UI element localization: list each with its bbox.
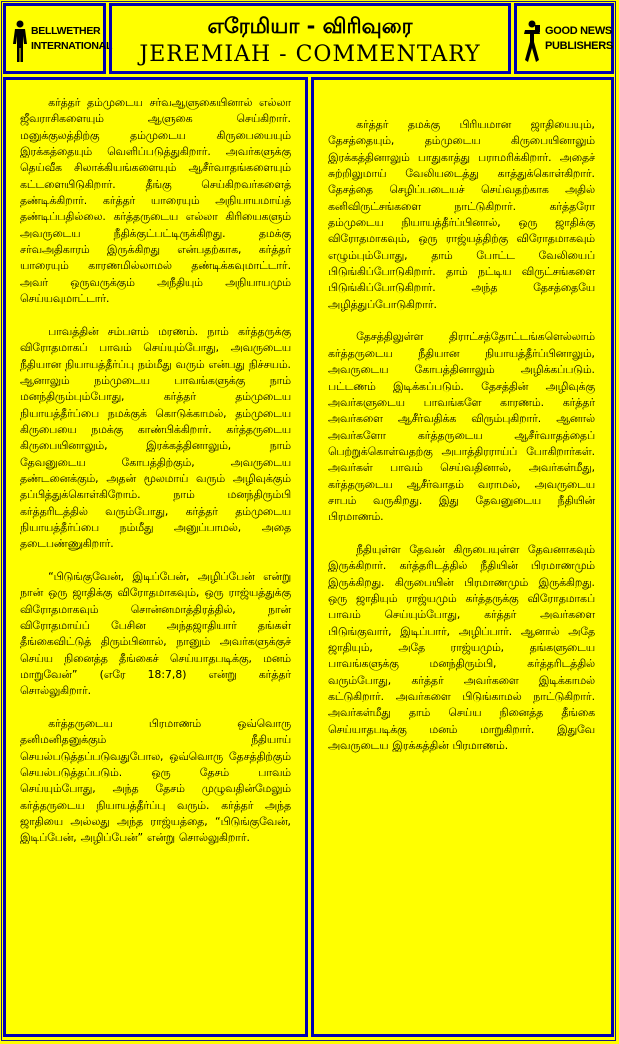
good-news-figure-icon — [523, 20, 541, 64]
good-news-logo-text: GOOD NEWS PUBLISHERS — [545, 25, 613, 52]
left-column — [3, 77, 308, 1037]
page-header — [3, 3, 614, 74]
paragraph: “பிடுங்குவேன், இடிப்பேன், அழிப்பேன் என்று நான் ஒரு ஜாதிக்கு விரோதமாகவும், ஒரு ராஜ்யத்துக்கு விரோதமாகவும் சொன்னமாத்திரத்தில், நான் விரோதமாய்ப் பேசின அந்தஜாதியார் தங்கள் தீங்கைவிட்டுத் திரும்பினால், நானும் அவர்களுக்குச் செய்ய நினைத்த தீங்கைச் செய்யாதபடிக்கு, மனம் மாறுவேன்” (எரே 18:7,8) என்று கர்த்தர் சொல்லுகிறார். — [20, 569, 291, 698]
paragraph: கர்த்தர் தமக்கு பிரியமான ஜாதியையும், தேசத்தையும், தம்முடைய கிருபையினாலும் இரக்கத்தினாலும் பாதுகாத்து பராமரிக்கிறார். அதைச் சுற்றிலுமாய் வேலியடைத்து காத்துக்கொள்கிறார். தேசத்தை செழிப்படையச் செய்வதற்காக அதில் கனிவிருட்சங்களை நாட்டுகிறார். கர்த்தரோ தம்முடைய நியாயத்தீர்ப்பினால், ஒரு ஜாதிக்கு விரோதமாகவும், ஒரு ராஜ்யத்திற்கு விரோதமாகவும் எழும்பும்போது, தாம் போட்ட வேலியைப் பிடுங்கிப்போடுகிறார். தாம் நட்டிய விருட்சங்களை பிடுங்கிப்போடுகிறார். அந்த தேசத்தையே அழித்துப்போடுகிறார். — [328, 118, 595, 311]
page-title-english: JEREMIAH - COMMENTARY — [139, 42, 481, 67]
bellwether-logo-box — [3, 3, 113, 74]
left-column-text — [20, 95, 291, 863]
good-news-logo — [523, 12, 613, 65]
good-news-logo-box — [514, 3, 614, 74]
paragraph: பாவத்தின் சம்பளம் மரணம். நாம் கர்த்தருக்கு விரோதமாகப் பாவம் செய்யும்போது, அவருடைய நீதியான நியாயத்தீர்ப்பு நம்மீது வரும் என்பது நிச்சயம். ஆனாலும் நம்முடைய பாவங்களுக்கு நாம் மனந்திரும்பும்போது, கர்த்தர் தம்முடைய நியாயத்தீர்ப்பை நமக்குக் கொடுக்காமல், தம்முடைய கிருபையை நமக்கு காண்பிக்கிறார். கர்த்தருடைய கிருபையினாலும், இரக்கத்தினாலும், நாம் தேவனுடைய கோபத்திற்கும், அவருடைய தண்டனைக்கும், அதன் மூலமாய் வரும் அழிவுக்கும் தப்பித்துக்கொள்கிறோம். நாம் மனந்திரும்பி கர்த்தரிடத்தில் வரும்போது, கர்த்தர் தம்முடைய நியாயத்தீர்ப்பை நம்மீது அனுப்பாமல், அதை தடைபண்ணுகிறார். — [20, 324, 291, 551]
paragraph: கர்த்தர் தம்முடைய சர்வஆளுகையினால் எல்லா ஜீவராசிகளையும் ஆளுகை செய்கிறார். மனுக்குலத்திற்கு தம்முடைய கிருபையையும் இரக்கத்தையும் வெளிப்படுத்துகிறார். அவர்களுக்கு தெய்வீக சிலாக்கியங்களையும் ஆசீர்வாதங்களையும் கட்டளையிடுகிறார். தீங்கு செய்கிறவர்களைத் தண்டிக்கிறார். கர்த்தர் யாரையும் அநியாயமாய்த் தண்டிப்பதில்லை. கர்த்தருடைய எல்லா கிரியைகளும் அவருடைய நீதிக்குட்பட்டிருக்கிறது. தமக்கு சர்வஅதிகாரம் இருக்கிறது என்பதற்காக, கர்த்தர் யாரையும் காரணமில்லாமல் தண்டிக்கவுமாட்டார். அவர் ஒருவருக்கும் அநீதியும் அநியாயமும் செய்யவுமாட்டார். — [20, 96, 291, 306]
bellwether-logo-text: BELLWETHER INTERNATIONAL — [31, 25, 113, 52]
paragraph: தேசத்திலுள்ள திராட்சத்தோட்டங்களெல்லாம் கர்த்தருடைய நீதியான நியாயத்தீர்ப்பினாலும், அவருடைய கோபத்தினாலும் அழிக்கப்படும். பட்டணம் இடிக்கப்படும். தேசத்தின் அழிவுக்கு அவர்களுடைய பாவங்களே காரணம். கர்த்தர் அவர்களை ஆசீர்வதிக்க விரும்புகிறார். ஆனால் அவர்களோ கர்த்தருடைய ஆசீர்வாதத்தைப் பெற்றுக்கொள்வதற்கு அபாத்திரராய்ப் போகிறார்கள். அவர்கள் பாவம் செய்வதினால், அவர்கள்மீது, கர்த்தருடைய ஆசீர்வாதம் வராமல், அவருடைய சாபம் வருகிறது. இது தேவனுடைய நீதியின் பிரமாணம். — [328, 330, 595, 524]
paragraph: கர்த்தருடைய பிரமாணம் ஒவ்வொரு தனிமனிதனுக்கும் நீதியாய் செயல்படுத்தப்படுவதுபோல, ஒவ்வொரு தேசத்திற்கும் செயல்படுத்தப்படும். ஒரு தேசம் பாவம் செய்யும்போது, அந்த தேசம் முழுவதின்மேலும் கர்த்தருடைய நியாயத்தீர்ப்பு வரும். கர்த்தர் அந்த ஜாதியை அல்லது அந்த ராஜ்யத்தை, “பிடுங்குவேன், இடிப்பேன், அழிப்பேன்” என்று சொல்லுகிறார். — [20, 717, 291, 845]
right-column-text — [328, 117, 595, 771]
right-column — [311, 77, 614, 1037]
bellwether-figure-icon — [12, 20, 28, 64]
title-box — [109, 3, 511, 74]
paragraph: நீதியுள்ள தேவன் கிருபையுள்ள தேவனாகவும் இருக்கிறார். கர்த்தரிடத்தில் நீதியின் பிரமாணமும் இருக்கிறது. கிருபையின் பிரமாணமும் இருக்கிறது. ஒரு ஜாதியும் ராஜ்யமும் கர்த்தருக்கு விரோதமாகப் பாவம் செய்யும்போது, கர்த்தர் அவர்களை பிடுங்குவார், இடிப்பார், அழிப்பார். ஆனால் அதே ஜாதியும், அதே ராஜ்யமும், தங்களுடைய பாவங்களுக்கு மனந்திரும்பி, கர்த்தரிடத்தில் வரும்போது, கர்த்தர் அவர்களை இடிக்காமல் கட்டுகிறார். அவர்களை பிடுங்காமல் நாட்டுகிறார். அவர்கள்மீது தாம் செய்ய நினைத்த தீங்கை செய்யாதபடிக்கு மனம் மாறுகிறார். இதுவே அவருடைய இரக்கத்தின் பிரமாணம். — [328, 542, 595, 753]
page-title-tamil: எரேமியா - விரிவுரை — [207, 14, 413, 38]
bellwether-logo — [12, 12, 113, 65]
